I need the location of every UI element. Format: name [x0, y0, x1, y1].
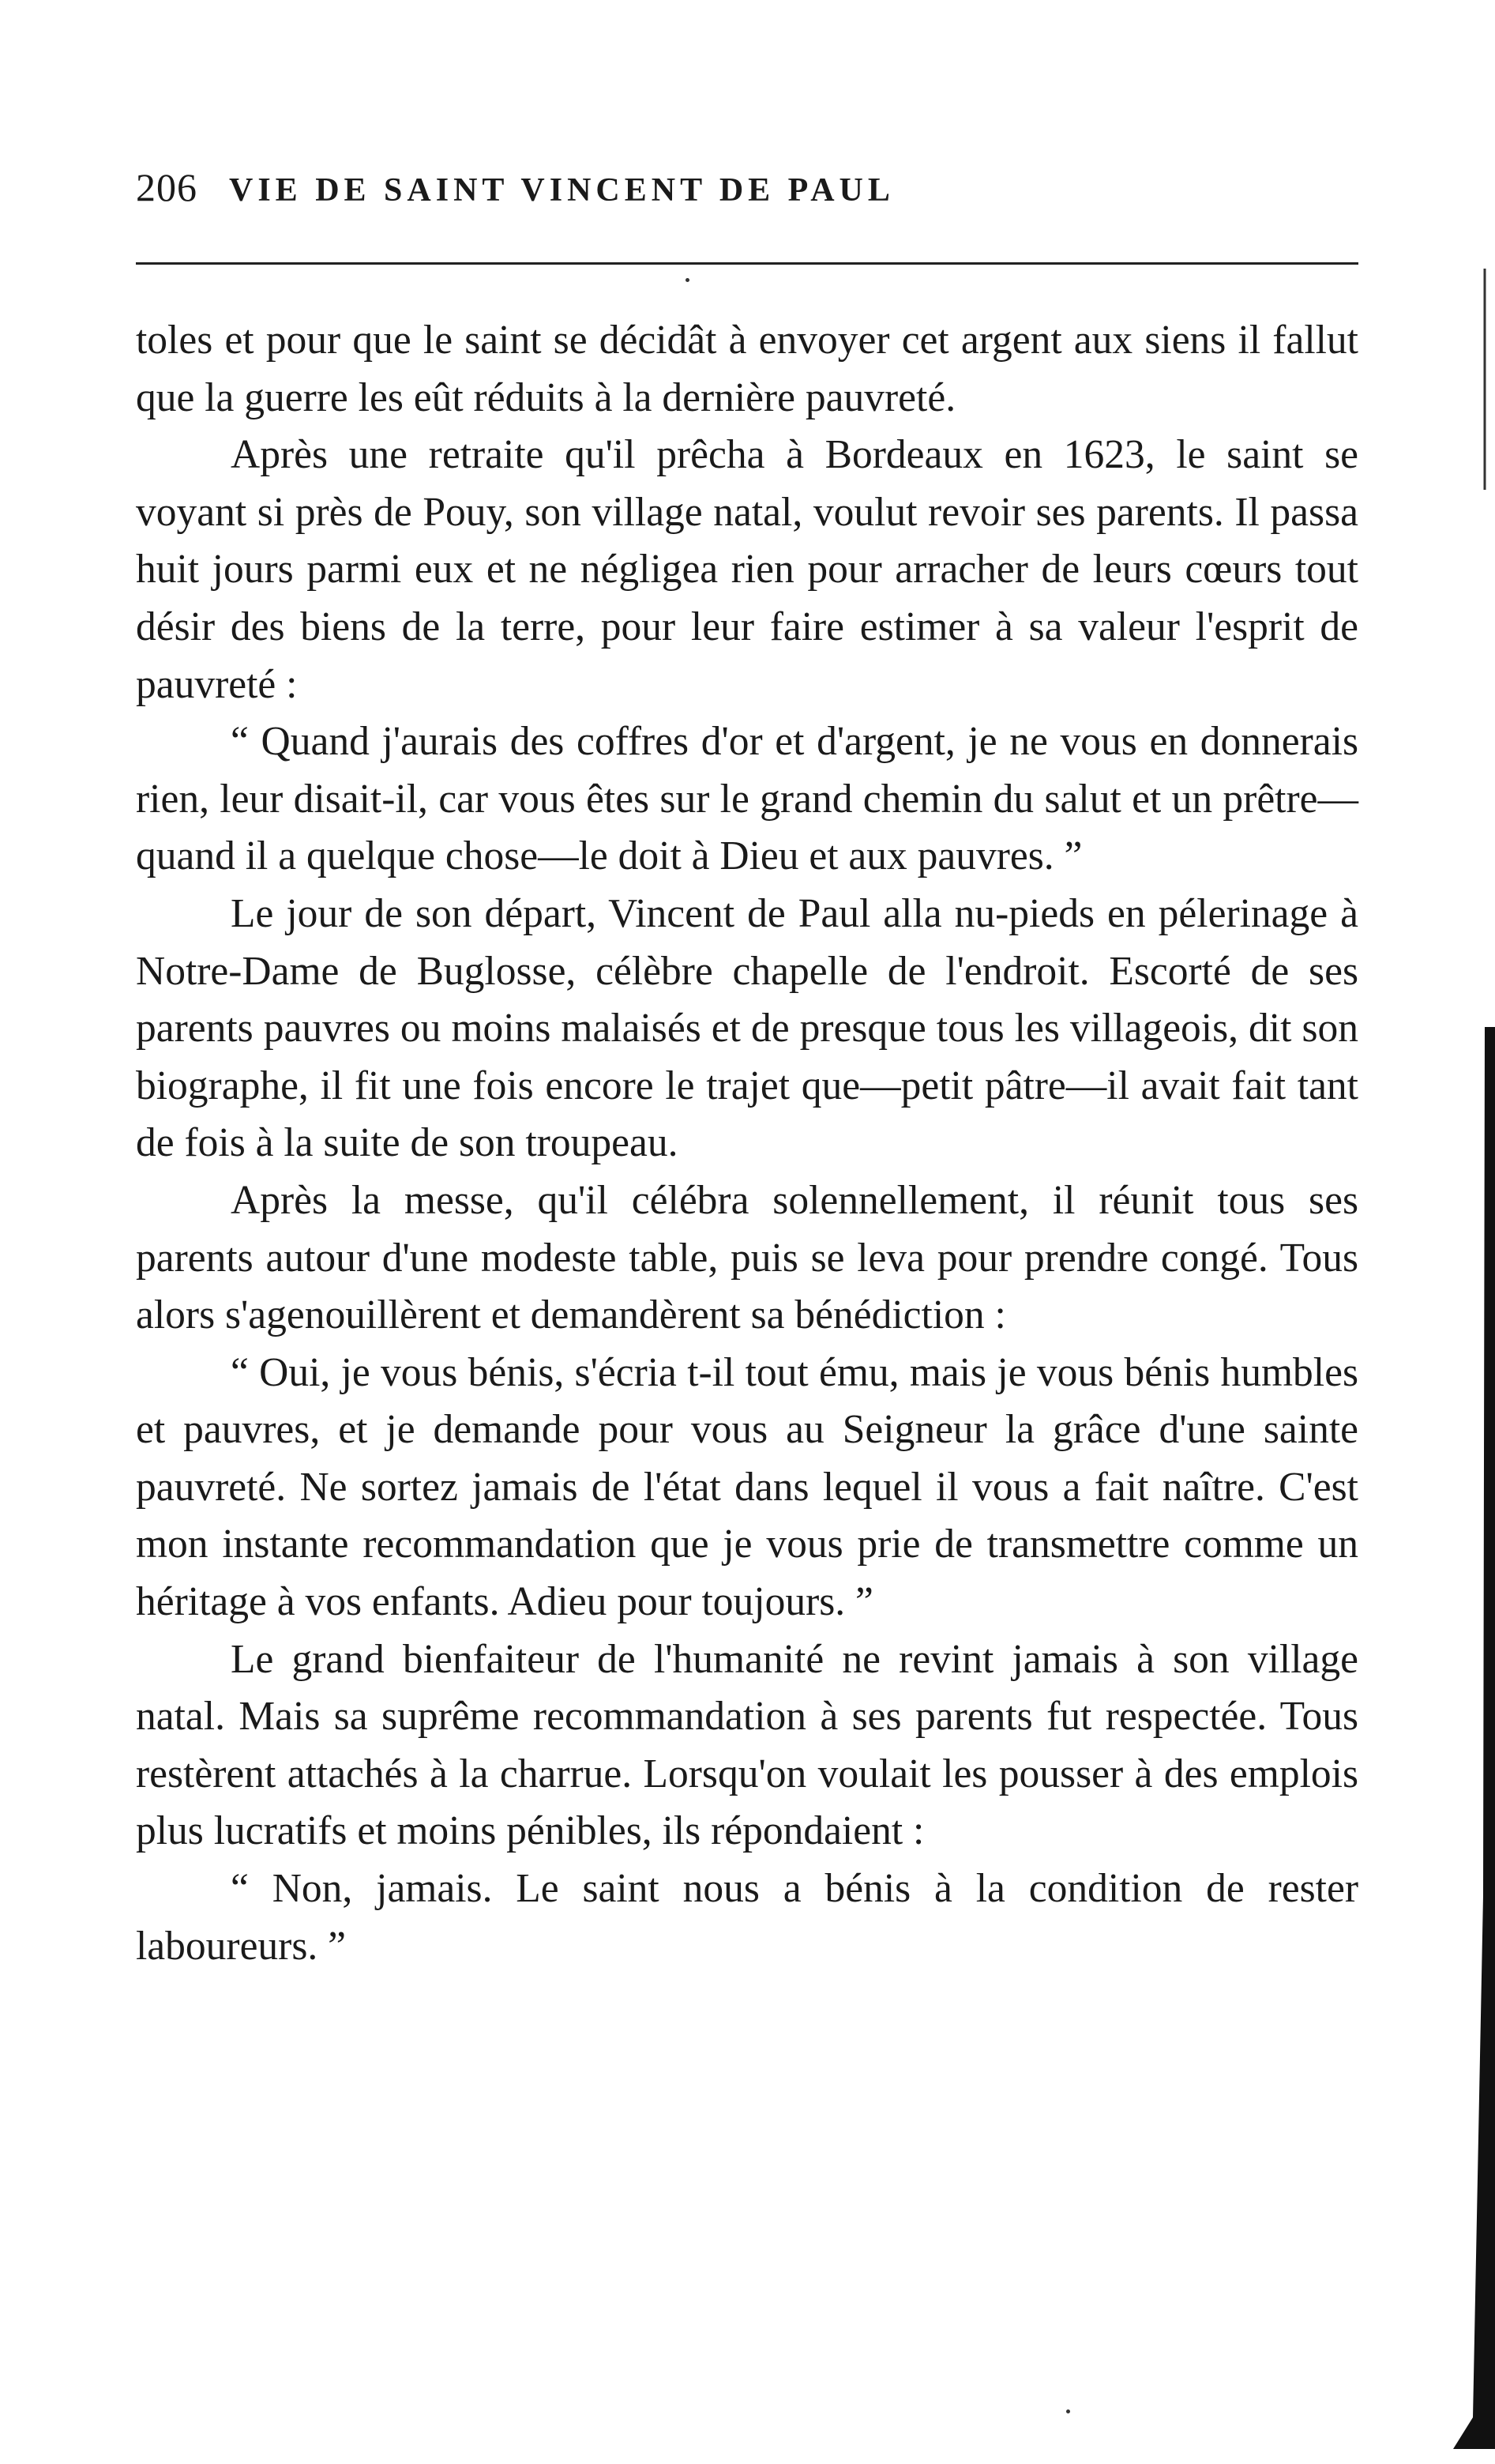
paragraph: Le jour de son départ, Vincent de Paul alla nu-pieds en pélerinage à Notre-Dame de Buglosse, célèbre chapelle de l'endroit. Escorté de ses parents pauvres ou moins malaisés et de presque tous les villageois, dit son biographe, il fit une fois encore le trajet que—petit pâtre—il avait fait tant de fois à la suite de son troupeau.	[136, 890, 1358, 1166]
body-text	[136, 312, 1358, 1975]
paragraph: Après une retraite qu'il prêcha à Bordeaux en 1623, le saint se voyant si près de Pouy, son village natal, voulut revoir ses parents. Il passa huit jours parmi eux et ne négligea rien pour arracher de leurs cœurs tout désir des biens de la terre, pour leur faire estimer à sa valeur l'esprit de pauvreté :	[136, 432, 1358, 707]
paragraph: “ Non, jamais. Le saint nous a bénis à la condition de rester laboureurs. ”	[136, 1866, 1358, 1969]
paragraph: toles et pour que le saint se décidât à envoyer cet argent aux siens il fallut que la guerre les eût réduits à la dernière pauvreté.	[136, 318, 1358, 420]
paragraph: Le grand bienfaiteur de l'humanité ne revint jamais à son village natal. Mais sa suprême recommandation à ses parents fut respectée. Tous restèrent attachés à la charrue. Lorsqu'on voulait les pousser à des emplois plus lucratifs et moins pénibles, ils répondaient :	[136, 1636, 1358, 1854]
paragraph: “ Oui, je vous bénis, s'écria t-il tout ému, mais je vous bénis humbles et pauvres, et je demande pour vous au Seigneur la grâce d'une sainte pauvreté. Ne sortez jamais de l'état dans lequel il vous a fait naître. C'est mon instante recommandation que je vous prie de transmettre comme un héritage à vos enfants. Adieu pour toujours. ”	[136, 1349, 1358, 1625]
page-number: 206	[136, 165, 197, 209]
paragraph: Après la messe, qu'il célébra solennellement, il réunit tous ses parents autour d'une modeste table, puis se leva pour prendre congé. Tous alors s'agenouillèrent et demandèrent sa bénédiction :	[136, 1177, 1358, 1338]
paragraph: “ Quand j'aurais des coffres d'or et d'argent, je ne vous en donnerais rien, leur disait-il, car vous êtes sur le grand chemin du salut et un prêtre—quand il a quelque chose—le doit à Dieu et aux pauvres. ”	[136, 719, 1358, 879]
print-speck	[1066, 2409, 1070, 2413]
running-head	[136, 164, 1358, 220]
print-speck	[686, 278, 689, 282]
header-rule	[136, 262, 1358, 265]
running-title: VIE DE SAINT VINCENT DE PAUL	[229, 172, 895, 209]
